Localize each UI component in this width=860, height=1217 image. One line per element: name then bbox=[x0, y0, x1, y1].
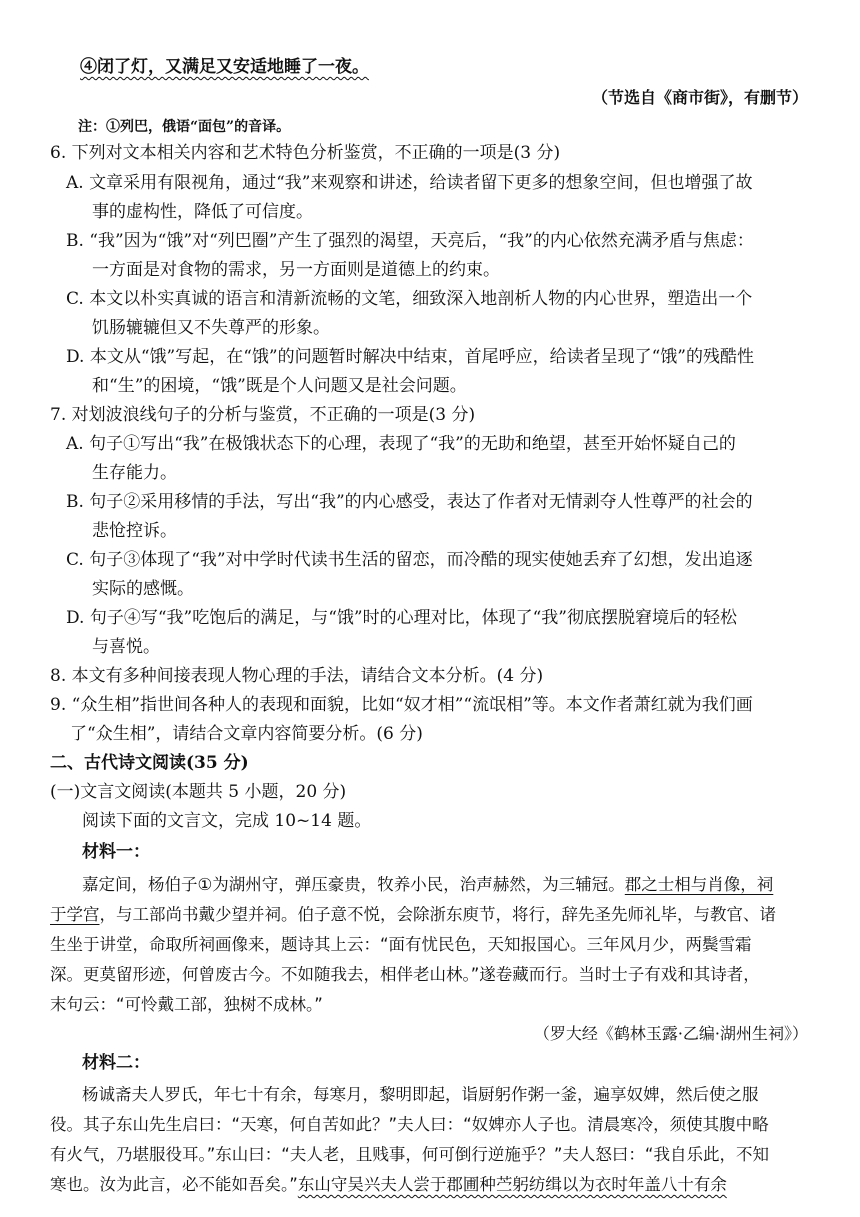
material-1-text: 嘉定间，杨伯子①为湖州守，弹压豪贵，牧养小民，治声赫然，为三辅冠。 bbox=[82, 875, 625, 894]
question-9-line-2: 了“众生相”，请结合文章内容简要分析。(6 分) bbox=[70, 724, 423, 744]
underlined-sentence: 郡之士相与肖像，祠 bbox=[624, 875, 774, 894]
q7-option-c: C. 句子③体现了“我”对中学时代读书生活的留恋，而冷酷的现实使她丢弃了幻想，发出追逐 bbox=[66, 550, 753, 570]
material-2-line-3: 有火气，乃堪服役耳。”东山曰：“夫人老，且贱事，何可倒行逆施乎？”夫人怒曰：“我自乐此，不知 bbox=[50, 1145, 769, 1164]
material-2-label: 材料二： bbox=[82, 1053, 150, 1073]
section-2-subtitle: (一)文言文阅读(本题共 5 小题，20 分) bbox=[50, 782, 347, 802]
q7-option-b: B. 句子②采用移情的手法，写出“我”的内心感受，表达了作者对无情剥夺人性尊严的社会的 bbox=[66, 492, 753, 512]
q6-option-b-cont: 一方面是对食物的需求，另一方面则是道德上的约束。 bbox=[92, 260, 500, 280]
q7-option-a: A. 句子①写出“我”在极饿状态下的心理，表现了“我”的无助和绝望，甚至开始怀疑自己的 bbox=[66, 434, 736, 454]
q6-option-d: D. 本文从“饿”写起，在“饿”的问题暂时解决中结束，首尾呼应，给读者呈现了“饿”的残酷性 bbox=[66, 347, 754, 367]
material-1-line-3: 生坐于讲堂，命取所祠画像来，题诗其上云：“面有忧民色，天知报国心。三年风月少，两鬓雪霜 bbox=[50, 935, 752, 954]
q6-option-d-cont: 和“生”的困境，“饿”既是个人问题又是社会问题。 bbox=[92, 376, 467, 396]
material-2-line-1: 杨诚斋夫人罗氏，年七十有余，每寒月，黎明即起，诣厨躬作粥一釜，遍享奴婢，然后使之服 bbox=[82, 1085, 759, 1104]
material-1-line-4: 深。更莫留形迹，何曾废古今。不如随我去，相伴老山林。”遂卷藏而行。当时士子有戏和其诗者， bbox=[50, 965, 760, 984]
section-2-title: 二、古代诗文阅读(35 分) bbox=[50, 753, 249, 773]
passage-source: （节选自《商市街》，有删节） bbox=[591, 88, 808, 107]
passage-sentence-4 bbox=[80, 55, 369, 79]
q6-option-a: A. 文章采用有限视角，通过“我”来观察和讲述，给读者留下更多的想象空间，但也增强了故 bbox=[66, 173, 753, 193]
material-1-line-1 bbox=[82, 873, 773, 897]
material-1-source: （罗大经《鹤林玉露·乙编·湖州生祠》） bbox=[533, 1024, 808, 1043]
wavy-underlined-sentence: ④闭了灯，又满足又安适地睡了一夜。 bbox=[80, 57, 369, 77]
material-1-line-2 bbox=[50, 903, 776, 927]
question-6-stem: 6. 下列对文本相关内容和艺术特色分析鉴赏，不正确的一项是(3 分) bbox=[50, 143, 561, 163]
section-2-instruction: 阅读下面的文言文，完成 10~14 题。 bbox=[82, 811, 372, 831]
question-9-line-1: 9. “众生相”指世间各种人的表现和面貌，比如“奴才相”“流氓相”等。本文作者萧红就为我们画 bbox=[50, 695, 753, 715]
question-8: 8. 本文有多种间接表现人物心理的手法，请结合文本分析。(4 分) bbox=[50, 666, 544, 686]
q6-option-c: C. 本文以朴实真诚的语言和清新流畅的文笔，细致深入地剖析人物的内心世界，塑造出一个 bbox=[66, 289, 753, 309]
question-7-stem: 7. 对划波浪线句子的分析与鉴赏，不正确的一项是(3 分) bbox=[50, 405, 476, 425]
q6-option-a-cont: 事的虚构性，降低了可信度。 bbox=[92, 202, 313, 222]
material-1-label: 材料一： bbox=[82, 842, 150, 862]
material-1-line-5: 末句云：“可怜戴工部，独树不成林。” bbox=[50, 995, 323, 1014]
q7-option-d: D. 句子④写“我”吃饱后的满足，与“饿”时的心理对比，体现了“我”彻底摆脱窘境后的轻松 bbox=[66, 608, 737, 628]
material-2-line-2: 役。其子东山先生启曰：“天寒，何自苦如此？”夫人曰：“奴婢亦人子也。清晨寒冷，须使其腹中略 bbox=[50, 1115, 769, 1134]
q6-option-b: B. “我”因为“饿”对“列巴圈”产生了强烈的渴望，天亮后，“我”的内心依然充满矛盾与焦虑： bbox=[66, 231, 754, 251]
q6-option-c-cont: 饥肠辘辘但又不失尊严的形象。 bbox=[92, 318, 330, 338]
q7-option-c-cont: 实际的感慨。 bbox=[92, 579, 194, 599]
q7-option-d-cont: 与喜悦。 bbox=[92, 637, 160, 657]
underlined-sentence-cont: 于学宫 bbox=[50, 905, 100, 924]
q7-option-b-cont: 悲怆控诉。 bbox=[92, 521, 177, 541]
material-1-text: ，与工部尚书戴少望并祠。伯子意不悦，会除浙东庾节，将行，辞先圣先师礼毕，与教官、诸 bbox=[99, 905, 776, 924]
footnote: 注：①列巴，俄语“面包”的音译。 bbox=[78, 119, 291, 135]
q7-option-a-cont: 生存能力。 bbox=[92, 463, 177, 483]
material-2-line-4 bbox=[50, 1173, 727, 1197]
material-2-text: 寒也。汝为此言，必不能如吾矣。” bbox=[50, 1175, 298, 1194]
wavy-underlined-sentence: 东山守吴兴夫人尝于郡圃种苎躬纺缉以为衣时年盖八十有余 bbox=[297, 1175, 727, 1194]
